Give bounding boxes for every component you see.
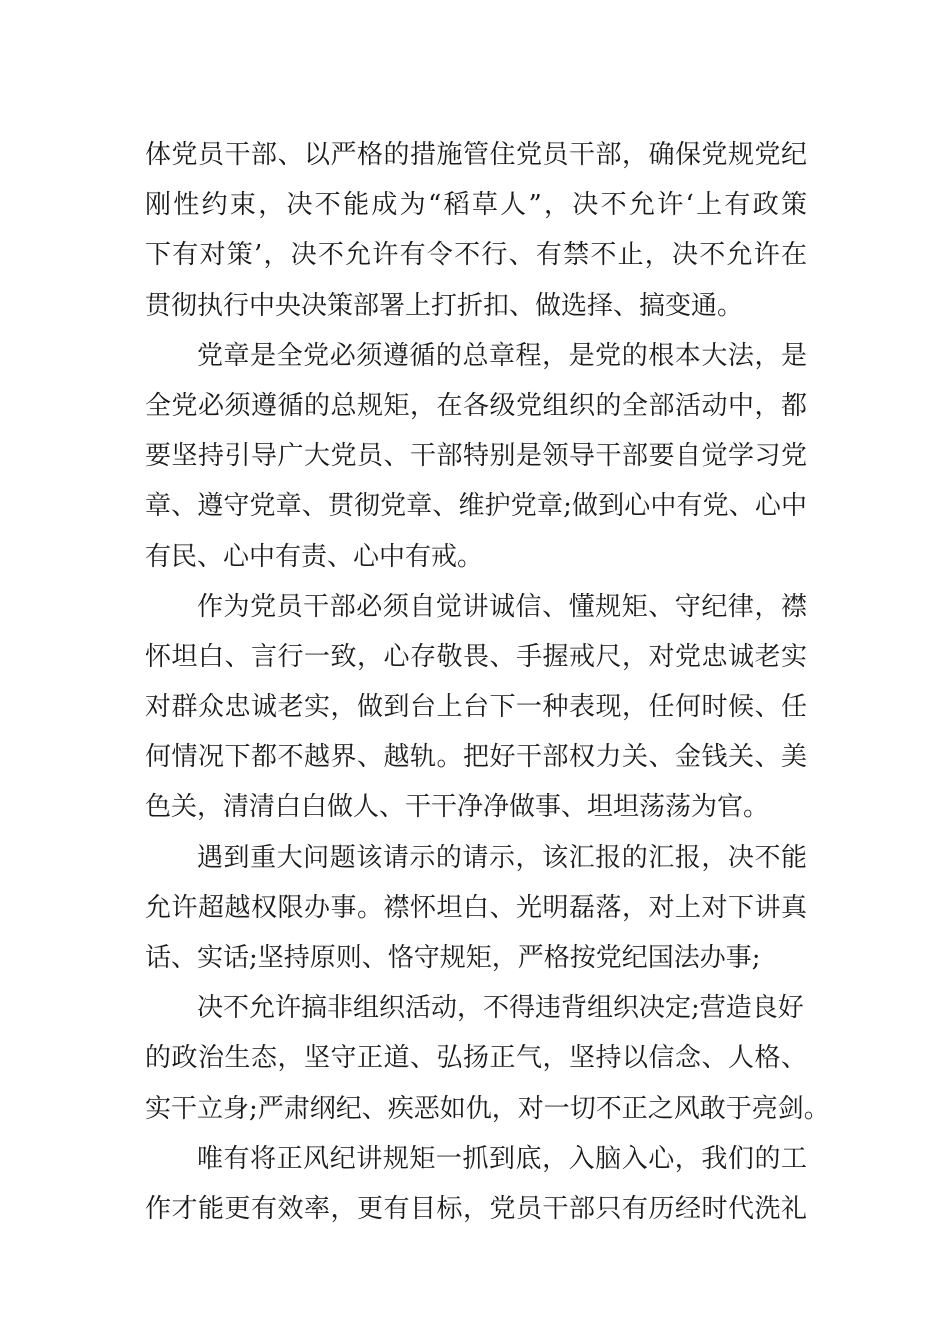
text-line: 要坚持引导广大党员、干部特别是领导干部要自觉学习党 [145, 441, 807, 472]
text-line: 实干立身;严肃纲纪、疾恶如仇，对一切不正之风敢于亮剑。 [145, 1093, 830, 1124]
text-line: 有民、心中有责、心中有戒。 [145, 541, 484, 572]
text-line: 刚性约束，决不能成为“稻草人”，决不允许‘上有政策 [145, 190, 807, 221]
text-line: 贯彻执行中央决策部署上打折扣、做选择、搞变通。 [145, 290, 744, 321]
text-line: 下有对策’，决不允许有令不行、有禁不止，决不允许在 [145, 240, 807, 271]
text-line: 允许超越权限办事。襟怀坦白、光明磊落，对上对下讲真 [145, 892, 807, 923]
text-line: 怀坦白、言行一致，心存敬畏、手握戒尺，对党忠诚老实 [145, 641, 807, 672]
text-line: 何情况下都不越界、越轨。把好干部权力关、金钱关、美 [145, 742, 807, 773]
paragraph-first-line: 遇到重大问题该请示的请示，该汇报的汇报，决不能 [197, 842, 807, 873]
text-line: 色关，清清白白做人、干干净净做事、坦坦荡荡为官。 [145, 792, 770, 823]
paragraph-first-line: 作为党员干部必须自觉讲诚信、懂规矩、守纪律，襟 [197, 591, 807, 622]
document-body [145, 130, 830, 1234]
paragraph-first-line: 唯有将正风纪讲规矩一抓到底，入脑入心，我们的工 [197, 1143, 807, 1174]
paragraph-first-line: 党章是全党必须遵循的总章程，是党的根本大法，是 [197, 340, 807, 371]
text-line: 全党必须遵循的总规矩，在各级党组织的全部活动中，都 [145, 390, 807, 421]
text-line: 的政治生态，坚守正道、弘扬正气，坚持以信念、人格、 [145, 1043, 807, 1074]
text-line: 作才能更有效率，更有目标，党员干部只有历经时代洗礼 [145, 1193, 807, 1224]
text-line: 对群众忠诚老实，做到台上台下一种表现，任何时候、任 [145, 692, 807, 723]
text-line: 章、遵守党章、贯彻党章、维护党章;做到心中有党、心中 [145, 491, 807, 522]
text-line: 话、实话;坚持原则、恪守规矩，严格按党纪国法办事; [145, 943, 761, 973]
text-line: 体党员干部、以严格的措施管住党员干部，确保党规党纪 [145, 140, 807, 170]
paragraph-first-line: 决不允许搞非组织活动，不得违背组织决定;营造良好 [197, 993, 804, 1024]
